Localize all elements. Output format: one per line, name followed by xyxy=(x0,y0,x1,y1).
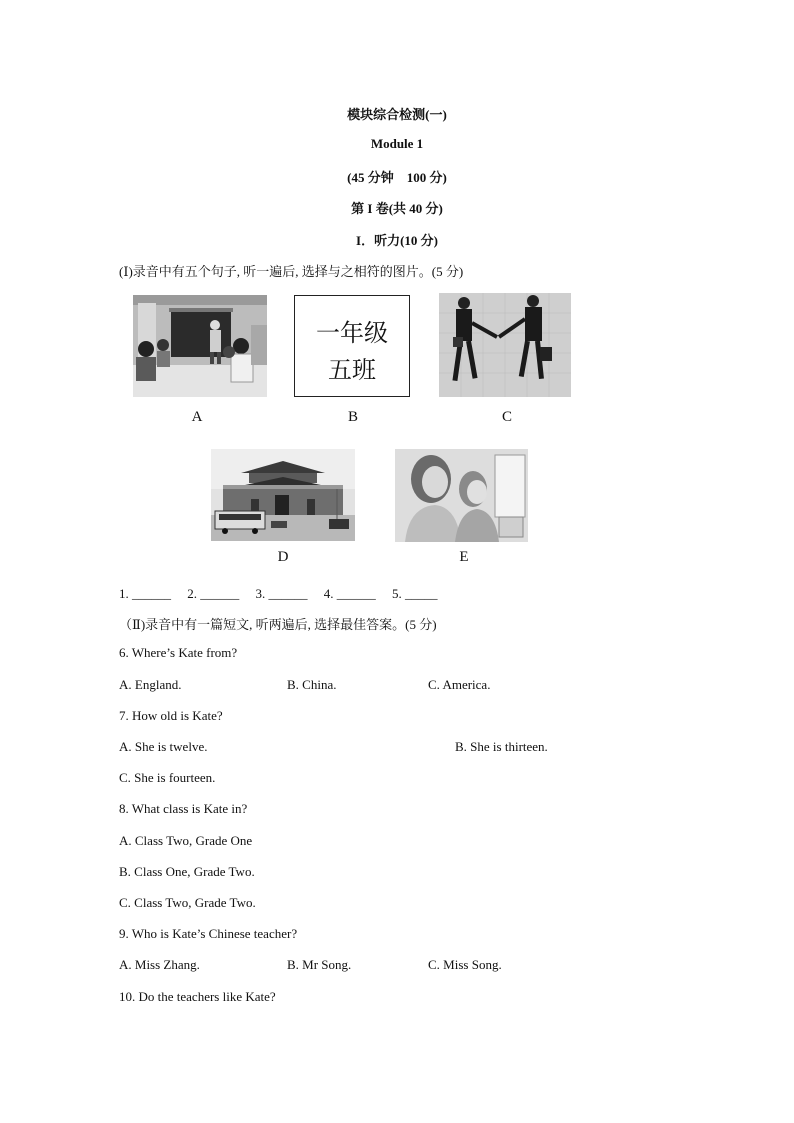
handshake-photo xyxy=(439,293,571,397)
q7-option-c: C. She is fourteen. xyxy=(119,770,216,785)
q6-option-c: C. America. xyxy=(428,677,491,692)
caption-e: E xyxy=(459,549,469,565)
q6-option-b: B. China. xyxy=(287,677,337,692)
picture-a xyxy=(133,295,267,397)
tiananmen-photo xyxy=(211,449,355,541)
picture-d xyxy=(211,449,355,541)
picture-c xyxy=(439,293,571,397)
q8-option-a: A. Class Two, Grade One xyxy=(119,833,253,848)
q7-option-b: B. She is thirteen. xyxy=(455,739,548,754)
part2-instruction: （Ⅱ)录音中有一篇短文, 听两遍后, 选择最佳答案。(5 分) xyxy=(119,617,437,632)
q9-option-b: B. Mr Song. xyxy=(287,957,352,972)
sign-line-1: 一年级 xyxy=(316,319,388,347)
caption-a: A xyxy=(191,409,203,425)
q7-option-a: A. She is twelve. xyxy=(119,739,208,754)
question-7: 7. How old is Kate? xyxy=(119,708,223,723)
caption-c: C xyxy=(501,409,512,425)
answer-blanks: 1. ______ 2. ______ 3. ______ 4. ______ 5. _____ xyxy=(119,586,438,601)
time-score: (45 分钟 100 分) xyxy=(347,170,447,185)
picture-e xyxy=(395,449,528,542)
picture-b xyxy=(294,295,410,397)
q8-option-b: B. Class One, Grade Two. xyxy=(119,864,255,879)
q8-option-c: C. Class Two, Grade Two. xyxy=(119,895,256,910)
classroom-photo xyxy=(133,295,267,397)
question-9: 9. Who is Kate’s Chinese teacher? xyxy=(119,926,298,941)
module-label: Module 1 xyxy=(370,136,424,151)
section-heading: I．听力(10 分) xyxy=(356,233,438,248)
question-8: 8. What class is Kate in? xyxy=(119,801,248,816)
part1-instruction: (Ⅰ)录音中有五个句子, 听一遍后, 选择与之相符的图片。(5 分) xyxy=(119,264,464,279)
question-6: 6. Where’s Kate from? xyxy=(119,645,238,660)
question-10: 10. Do the teachers like Kate? xyxy=(119,989,276,1004)
caption-b: B xyxy=(347,409,358,425)
q9-option-a: A. Miss Zhang. xyxy=(119,957,200,972)
volume-heading: 第 I 卷(共 40 分) xyxy=(351,201,443,216)
girls-computer-photo xyxy=(395,449,528,542)
caption-d: D xyxy=(277,549,289,565)
q9-option-c: C. Miss Song. xyxy=(428,957,502,972)
sign-line-2: 五班 xyxy=(328,356,376,384)
page-title: 模块综合检测(一) xyxy=(347,107,447,122)
q6-option-a: A. England. xyxy=(119,677,182,692)
